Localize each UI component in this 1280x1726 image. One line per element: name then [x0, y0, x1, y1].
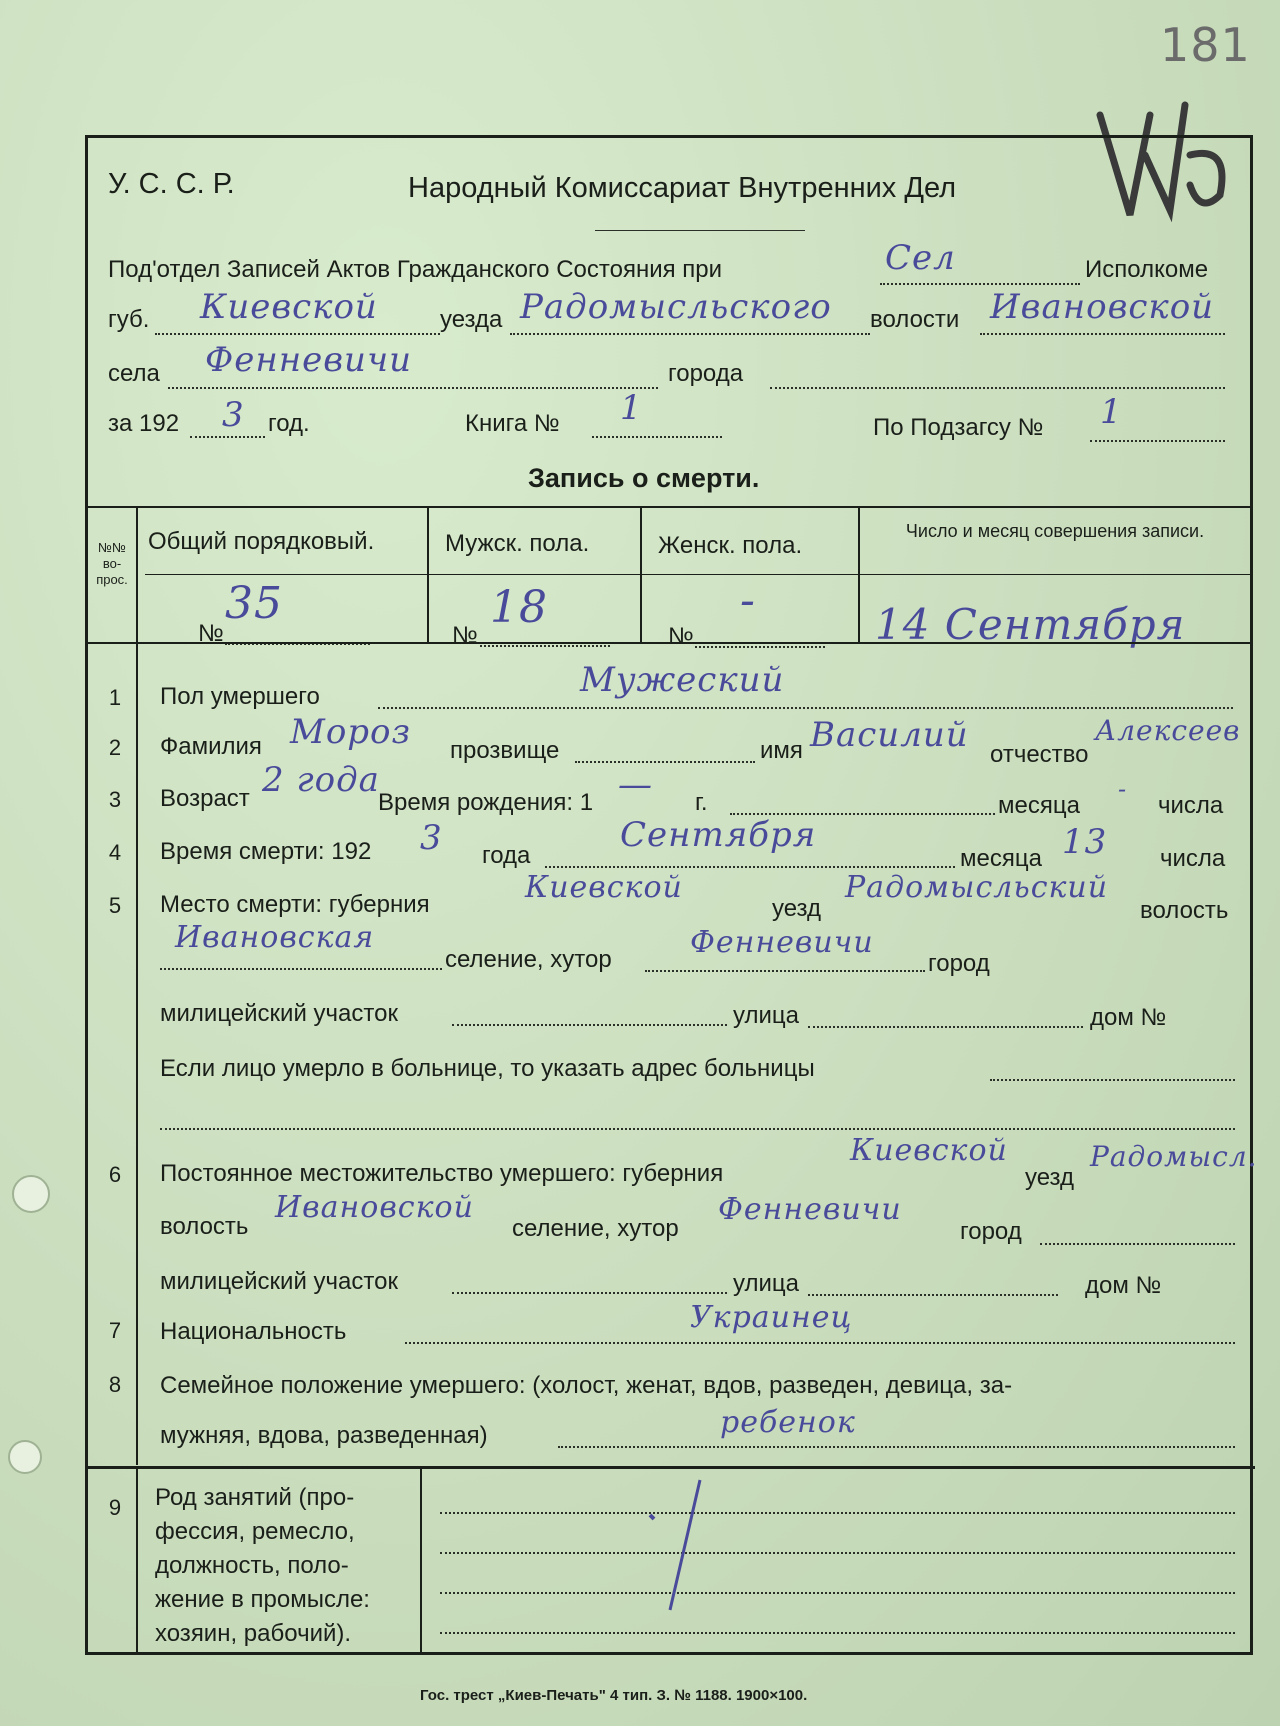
volost-label: волости [870, 306, 960, 333]
q8-line [558, 1446, 1235, 1448]
q8-value: ребенок [720, 1405, 856, 1440]
q9-label-line-4: жение в промысле: [155, 1586, 370, 1613]
q6-label: Постоянное местожительство умершего: губерния [160, 1160, 724, 1187]
q2-patronymic-label: отчество [990, 741, 1089, 768]
q6-street-label: улица [733, 1270, 799, 1297]
q5-militia-label: милицейский участок [160, 1000, 398, 1027]
uezd-line [510, 333, 870, 335]
q3-day-value: - [1118, 775, 1128, 803]
col-general-header: Общий порядковый. [148, 528, 375, 555]
q6-militia-label: милицейский участок [160, 1268, 398, 1295]
record-title: Запись о смерти. [528, 463, 760, 493]
q5-street-line [808, 1026, 1083, 1028]
podzags-line [1090, 440, 1225, 442]
q7-number: 7 [108, 1318, 122, 1343]
q3-birth-label: Время рождения: 1 [378, 789, 594, 816]
q5-uezd-label: уезд [772, 895, 822, 922]
volost-line [980, 333, 1225, 335]
table-top-border [88, 506, 1250, 508]
q5-gub-value: Киевской [525, 870, 683, 905]
gorod-line [770, 387, 1225, 389]
sheet-number: 181 [1160, 18, 1251, 72]
q6-selo-label: селение, хутор [512, 1215, 679, 1242]
q1-value: Мужеский [580, 660, 785, 700]
q1-label: Пол умершего [160, 683, 320, 710]
commissariat-heading: Народный Комиссариат Внутренних Дел [408, 172, 957, 204]
uezd-label: уезда [440, 306, 503, 333]
col-qn-header: №№ во- прос. [96, 540, 128, 587]
q5-street-label: улица [733, 1002, 799, 1029]
q5-gorod-label: город [928, 950, 990, 977]
q6-volost-value: Ивановской [275, 1190, 474, 1225]
q2-nickname-label: прозвище [450, 737, 560, 764]
q5-selo-line [645, 970, 925, 972]
q9-line-1 [440, 1512, 1235, 1514]
volost-value: Ивановской [990, 287, 1215, 327]
female-no-line [695, 646, 825, 648]
q9-label-line-2: фессия, ремесло, [155, 1518, 355, 1545]
q6-street-line [808, 1294, 1058, 1296]
q1-number: 1 [108, 685, 122, 710]
q5-label: Место смерти: губерния [160, 891, 430, 918]
q7-label: Национальность [160, 1318, 347, 1345]
q5-house-label: дом № [1090, 1004, 1167, 1031]
q6-gub-value: Киевской [850, 1133, 1008, 1168]
female-no-label: № [668, 623, 694, 650]
selo-label: села [108, 360, 160, 387]
q5-uezd-value: Радомысльский [845, 870, 1109, 905]
q2-number: 2 [108, 735, 122, 760]
q8-number: 8 [108, 1372, 122, 1397]
handwritten-dash-icon [620, 1460, 740, 1650]
header-divider [595, 230, 805, 231]
q3-year-label: г. [695, 789, 708, 816]
office-prefix-label: Под'отдел Записей Актов Гражданского Состояния при [108, 256, 723, 283]
q6-gorod-line [1040, 1243, 1235, 1245]
q6-selo-value: Фенневичи [718, 1192, 902, 1227]
book-line [592, 436, 722, 438]
q5-volost-line [160, 968, 442, 970]
q4-month-line [545, 866, 955, 868]
q5-selo-value: Фенневичи [690, 925, 874, 960]
q7-line [405, 1342, 1235, 1344]
office-suffix-label: Исполкоме [1085, 256, 1209, 283]
q5-selo-label: селение, хутор [445, 946, 612, 973]
col-date-header: Число и месяц совершения записи. [905, 521, 1205, 541]
q8-label-line1: Семейное положение умершего: (холост, женат, вдов, разведен, девица, за- [160, 1372, 1013, 1399]
q4-month-value: Сентября [620, 815, 817, 855]
uezd-value: Радомысльского [520, 287, 832, 327]
male-no-value: 18 [490, 582, 548, 633]
q5-volost-label: волость [1140, 897, 1229, 924]
q2-surname-value: Мороз [290, 712, 412, 752]
book-value: 1 [620, 388, 643, 428]
q6-house-label: дом № [1085, 1272, 1162, 1299]
punch-hole [12, 1175, 50, 1213]
col-female-header: Женск. пола. [658, 532, 803, 559]
q4-day-value: 13 [1062, 822, 1108, 862]
male-no-label: № [452, 622, 478, 649]
q6-number: 6 [108, 1162, 122, 1187]
q3-birth-year: — [618, 765, 653, 805]
q5-volost-value: Ивановская [175, 920, 375, 955]
q9-label-line-1: Род занятий (про- [155, 1484, 355, 1511]
q4-year-label: года [482, 842, 531, 869]
q9-number: 9 [108, 1495, 122, 1520]
q9-label-line-3: должность, поло- [155, 1552, 349, 1579]
qnum-column-divider [136, 642, 138, 1465]
podzags-label: По Подзагсу № [873, 414, 1044, 441]
q6-gorod-label: город [960, 1218, 1022, 1245]
q7-value: Украинец [690, 1300, 853, 1335]
office-at-value: Сел [885, 238, 956, 278]
year-value: 3 [222, 395, 245, 435]
q4-year-value: 3 [420, 818, 443, 858]
q9-line-3 [440, 1592, 1235, 1594]
year-suffix-label: год. [268, 410, 310, 437]
q4-number: 4 [108, 840, 122, 865]
male-no-line [480, 645, 610, 647]
q9-column-divider [136, 1466, 138, 1655]
q5-hospital-label: Если лицо умерло в больнице, то указать адрес больницы [160, 1055, 815, 1082]
col-male-header: Мужск. пола. [445, 530, 590, 557]
office-at-line [880, 283, 1080, 285]
q5-hospital-line [990, 1079, 1235, 1081]
table-header-bottom [88, 642, 1250, 644]
q2-name-value: Василий [810, 715, 969, 755]
q1-line [378, 707, 1233, 709]
year-line [190, 436, 265, 438]
book-label: Книга № [465, 410, 560, 437]
q5-militia-line [452, 1024, 727, 1026]
q6-uezd-label: уезд [1025, 1164, 1075, 1191]
general-no-label: № [198, 620, 224, 647]
q3-month-label: месяца [998, 792, 1080, 819]
gorod-label: города [668, 360, 744, 387]
q4-label: Время смерти: 192 [160, 838, 372, 865]
q3-number: 3 [108, 787, 122, 812]
republic-heading: У. С. С. Р. [108, 168, 235, 200]
gub-label: губ. [108, 306, 150, 333]
q6-uezd-value: Радомысл. [1090, 1140, 1258, 1173]
selo-value: Фенневичи [205, 340, 412, 380]
q2-surname-label: Фамилия [160, 733, 262, 760]
q2-name-label: имя [760, 737, 803, 764]
q9-line-4 [440, 1632, 1235, 1634]
col-divider [136, 506, 138, 642]
female-no-value: - [740, 575, 756, 626]
q3-day-label: числа [1158, 792, 1224, 819]
printer-footer: Гос. трест „Киев-Печать" 4 тип. З. № 1188. 1900×100. [420, 1687, 808, 1704]
podzags-value: 1 [1100, 392, 1123, 432]
q2-patronymic-value: Алексеев [1095, 714, 1241, 747]
gub-value: Киевской [200, 287, 378, 327]
q5-number: 5 [108, 893, 122, 918]
punch-hole [8, 1440, 42, 1474]
year-label: за 192 [108, 410, 180, 437]
q4-month-label: месяца [960, 845, 1042, 872]
q6-volost-label: волость [160, 1213, 249, 1240]
q6-militia-line [452, 1292, 727, 1294]
q4-day-label: числа [1160, 845, 1226, 872]
q3-age-label: Возраст [160, 785, 250, 812]
q5-hospital-line-2 [160, 1128, 1235, 1130]
selo-line [168, 387, 658, 389]
general-no-value: 35 [225, 578, 283, 629]
header-subline [145, 574, 1250, 575]
q9-label-line-5: хозяин, рабочий). [155, 1620, 352, 1647]
q8-label-line2: мужняя, вдова, разведенная) [160, 1422, 488, 1449]
q3-age-value: 2 года [262, 760, 380, 800]
q2-nickname-line [575, 761, 755, 763]
q9-label-divider [420, 1466, 422, 1655]
gub-line [155, 333, 440, 335]
record-date-value: 14 Сентября [875, 600, 1186, 649]
q9-line-2 [440, 1552, 1235, 1554]
